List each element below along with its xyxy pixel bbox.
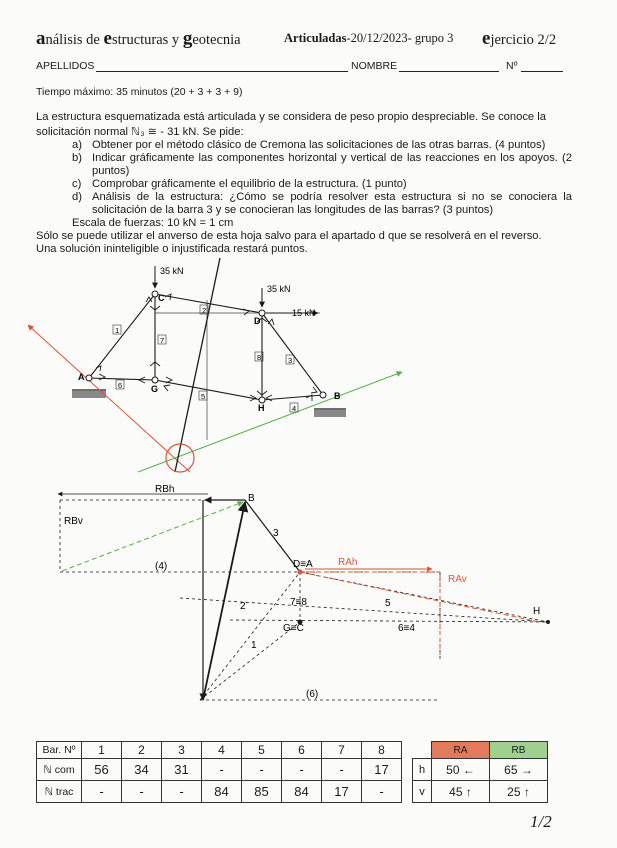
question-item-a [72, 139, 572, 152]
cremona-diagram [0, 480, 617, 720]
force-scale: Escala de fuerzas: 10 kN = 1 cm [72, 217, 234, 229]
node-a-label: A [78, 372, 85, 382]
row-label-h: h [413, 759, 432, 781]
note-penalty: Una solución ininteligible o injustificada restará puntos. [36, 243, 308, 255]
table-cell[interactable]: - [362, 781, 402, 803]
exam-topic: Articuladas [284, 31, 347, 45]
bar-3 [262, 313, 323, 395]
statement-intro-1: La estructura esquematizada está articulada y se considera de peso propio despreciable. Se conoce la [36, 111, 546, 123]
time-limit: Tiempo máximo: 35 minutos (20 + 3 + 3 + 9) [36, 86, 243, 98]
label-rbh: RBh [155, 484, 175, 495]
bar-label-1: 1 [115, 326, 120, 335]
load-c-label: 35 kN [160, 266, 184, 276]
label-bar-6-eq-4: 6≡4 [398, 623, 415, 634]
bars-header-label: Bar. Nº [37, 742, 82, 759]
table-cell[interactable]: 25 ↑ [490, 781, 548, 803]
table-cell[interactable]: 84 [202, 781, 242, 803]
row-label-v: v [413, 781, 432, 803]
reaction-a-line [300, 572, 540, 622]
table-cell[interactable]: 84 [282, 781, 322, 803]
bar-1 [89, 294, 155, 378]
node-c-label: C [158, 293, 165, 303]
table-row-vertical [413, 781, 548, 803]
table-cell[interactable]: 34 [122, 759, 162, 781]
table-cell[interactable]: - [82, 781, 122, 803]
name-label: NOMBRE [351, 60, 398, 72]
label-bar-6: (6) [306, 689, 319, 700]
label-bar-7-8: 7≡8 [290, 597, 307, 608]
label-g-eq-c: G≡C [283, 623, 304, 634]
item-text: Análisis de la estructura: ¿Cómo se podría resolver esta estructura si no se conociera la solicitación de la barra 3 y se conocieran las longitudes de las barras? (3 puntos) [92, 191, 572, 217]
bar-number: 4 [202, 742, 242, 759]
table-cell[interactable]: 31 [162, 759, 202, 781]
bar-force-arrows [96, 294, 317, 401]
subject-initial-a: a [36, 28, 46, 49]
table-cell[interactable]: 50 ← [432, 759, 490, 781]
support-b [314, 409, 346, 417]
label-bar-1: 1 [251, 640, 257, 651]
item-text: Comprobar gráficamente el equilibrio de la estructura. (1 punto) [92, 178, 407, 190]
table-cell[interactable]: - [322, 759, 362, 781]
label-bar-4: (4) [155, 561, 168, 572]
node-d-a-point [298, 570, 303, 575]
bar-label-7: 7 [160, 336, 165, 345]
exercise-title [482, 28, 556, 50]
bar-number: 6 [282, 742, 322, 759]
item-label: d) [72, 191, 82, 203]
bars-table-header [37, 742, 402, 759]
exam-date-group: -20/12/2023- grupo 3 [346, 31, 454, 45]
item-text: Obtener por el método clásico de Cremona las solicitaciones de las otras barras. (4 puntos) [92, 139, 546, 151]
bar-label-6: 6 [118, 381, 123, 390]
reference-lines [155, 300, 320, 440]
name-field[interactable] [399, 71, 499, 72]
note-reverse: Sólo se puede utilizar el anverso de esta hoja salvo para el apartado d que se resolverá en el reverso. [36, 230, 542, 242]
exam-header [36, 28, 596, 50]
bar-5 [155, 380, 262, 400]
table-row-compression [37, 759, 402, 781]
table-cell[interactable]: 45 ↑ [432, 781, 490, 803]
page-number: 1/2 [530, 812, 552, 831]
surname-label: APELLIDOS [36, 60, 95, 72]
load-d-vertical [262, 284, 291, 307]
reactions-header [413, 742, 548, 759]
cremona-labels [64, 484, 540, 700]
table-cell[interactable]: - [242, 759, 282, 781]
node-b-label: B [334, 391, 341, 401]
node-h-point [546, 620, 550, 624]
bar-label-2: 2 [202, 306, 207, 315]
label-b: B [248, 493, 255, 504]
node-h-label: H [258, 403, 265, 413]
load-c [155, 266, 184, 288]
question-item-b [72, 152, 572, 178]
table-cell[interactable]: - [282, 759, 322, 781]
bar-number: 5 [242, 742, 282, 759]
label-rbv: RBv [64, 516, 83, 527]
label-bar-3: 3 [273, 528, 279, 539]
resultant-line [175, 258, 220, 472]
label-bar-5: 5 [385, 598, 391, 609]
exercise-number: jercicio 2/2 [490, 32, 557, 48]
table-cell[interactable]: - [202, 759, 242, 781]
subject-initial-e: e [103, 28, 112, 49]
reaction-a-header: RA [432, 742, 490, 759]
item-text: Indicar gráficamente las componentes horizontal y vertical de las reacciones en los apoyos. (2 puntos) [92, 152, 572, 178]
reactions-corner [413, 742, 432, 759]
bar-label-3: 3 [288, 356, 293, 365]
row-label-traction: ℕ trac [37, 781, 82, 803]
label-bar-2: 2 [240, 601, 246, 612]
label-h: H [533, 606, 541, 617]
bar-number: 3 [162, 742, 202, 759]
bars-table [36, 741, 402, 803]
item-label: a) [72, 139, 82, 151]
reaction-line-a [28, 325, 190, 472]
exam-info [284, 31, 453, 46]
table-cell[interactable]: 65 → [490, 759, 548, 781]
subject-part-1: nálisis de [45, 32, 104, 48]
bar-number: 2 [122, 742, 162, 759]
table-row-horizontal [413, 759, 548, 781]
question-item-c [72, 178, 572, 191]
table-row-traction [37, 781, 402, 803]
table-cell[interactable]: 17 [322, 781, 362, 803]
load-d-vertical-label: 35 kN [267, 284, 291, 294]
subject-part-3: eotecnia [192, 32, 241, 48]
label-d-eq-a: D≡A [293, 559, 313, 570]
bar-number: 7 [322, 742, 362, 759]
question-item-d [72, 191, 572, 217]
load-d-horizontal [266, 308, 318, 318]
exercise-initial: e [482, 28, 491, 49]
item-label: c) [72, 178, 82, 190]
bar-label-8: 8 [257, 353, 262, 362]
label-rah: RAh [338, 557, 358, 568]
structure-diagram [0, 250, 617, 480]
reactions-table [412, 741, 548, 803]
load-d-horizontal-label: 15 kN [292, 308, 316, 318]
node-g-label: G [151, 384, 159, 394]
subject-initial-g: g [182, 28, 193, 49]
subject-part-2: structuras y [111, 32, 183, 48]
table-cell[interactable]: 56 [82, 759, 122, 781]
label-rav: RAv [448, 574, 467, 585]
item-label: b) [72, 152, 82, 164]
row-label-compression: ℕ com [37, 759, 82, 781]
bar-label-4: 4 [292, 404, 297, 413]
statement-intro-2: solicitación normal ℕ₃ ≅ - 31 kN. Se pide: [36, 126, 244, 138]
force-polygon [203, 500, 300, 700]
table-cell[interactable]: 85 [242, 781, 282, 803]
bar-number: 8 [362, 742, 402, 759]
number-label: Nº [506, 60, 518, 72]
bar-number: 1 [82, 742, 122, 759]
surname-field[interactable] [96, 71, 348, 72]
number-field[interactable] [521, 71, 563, 72]
table-cell[interactable]: - [162, 781, 202, 803]
node-d-label: D [254, 316, 261, 326]
reaction-b-line [62, 502, 243, 571]
reaction-b-header: RB [490, 742, 548, 759]
table-cell[interactable]: 17 [362, 759, 402, 781]
subject-title [36, 28, 241, 49]
table-cell[interactable]: - [122, 781, 162, 803]
bar-label-5: 5 [201, 392, 206, 401]
